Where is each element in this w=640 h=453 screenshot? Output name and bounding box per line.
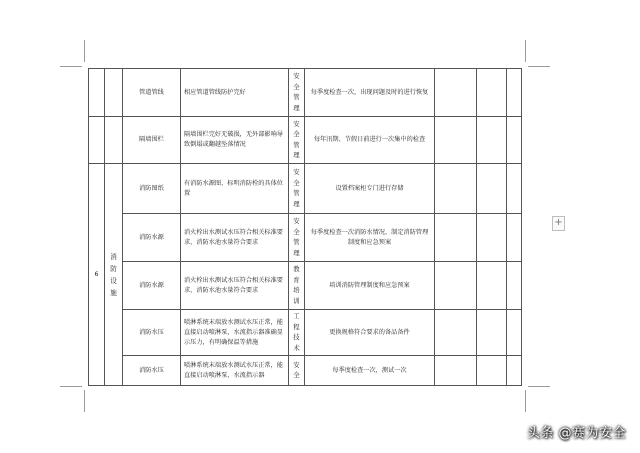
group-category-text: 消防设施 [110, 252, 117, 297]
method-cell: 培训消防管理制度和应急预案 [305, 262, 435, 310]
crop-mark-bottom-right-v [525, 390, 526, 412]
crop-mark-top-left-h [60, 66, 82, 67]
crop-mark-top-left-v [84, 40, 85, 62]
remark-cell [477, 69, 507, 117]
dept-text: 安全管理 [293, 168, 300, 208]
table-row [89, 69, 522, 117]
method-cell: 每季度检查一次，测试一次 [305, 356, 435, 386]
table-row [89, 310, 522, 356]
remark-cell [477, 214, 507, 262]
dept-cell [289, 214, 305, 262]
remark-cell [477, 262, 507, 310]
dept-text: 安全 [293, 360, 300, 380]
category-cell-prev [105, 69, 123, 117]
dept-text: 安全管理 [293, 72, 300, 112]
item-cell: 消防水源 [123, 214, 181, 262]
table-row [89, 262, 522, 310]
extra-cell [507, 356, 522, 386]
item-cell: 消防图纸 [123, 164, 181, 214]
remark-cell [477, 356, 507, 386]
result-cell [435, 164, 477, 214]
standard-cell: 消火栓出水测试水压符合相关标准要求，消防水池水量符合要求 [181, 262, 289, 310]
remark-cell [477, 164, 507, 214]
extra-cell [507, 164, 522, 214]
crop-mark-top-right-h [528, 66, 550, 67]
group-category-cell [105, 164, 123, 386]
standard-cell: 有消防水源图、标明消防栓的具体位置 [181, 164, 289, 214]
result-cell [435, 117, 477, 164]
number-cell-prev [89, 117, 105, 164]
result-cell [435, 310, 477, 356]
dept-text: 工程技术 [293, 312, 300, 352]
category-cell-prev [105, 117, 123, 164]
item-cell: 消防水压 [123, 356, 181, 386]
remark-cell [477, 117, 507, 164]
standard-cell: 隔墙围栏完好无破损，无外部影响导致倒塌或翻越坠落情况 [181, 117, 289, 164]
inspection-table [88, 68, 522, 386]
table-row [89, 164, 522, 214]
crop-mark-top-right-v [525, 40, 526, 62]
dept-text: 安全管理 [293, 119, 300, 160]
result-cell [435, 214, 477, 262]
dept-cell [289, 262, 305, 310]
table-row [89, 356, 522, 386]
dept-text: 教育培训 [293, 265, 300, 305]
method-cell: 设置档案柜专门进行存储 [305, 164, 435, 214]
dept-cell [289, 310, 305, 356]
table-row [89, 117, 522, 164]
standard-cell: 喷淋系统末端放水测试水压正常，能直接启动喷淋泵，水流指示器准确显示压力，有明确保温等措施 [181, 310, 289, 356]
method-cell: 更换规格符合要求的备品备件 [305, 310, 435, 356]
result-cell [435, 69, 477, 117]
result-cell [435, 262, 477, 310]
item-cell: 消防水源 [123, 262, 181, 310]
number-cell-prev [89, 69, 105, 117]
dept-cell [289, 117, 305, 164]
extra-cell [507, 117, 522, 164]
remark-cell [477, 310, 507, 356]
result-cell [435, 356, 477, 386]
method-cell: 每季度检查一次消防水情况，制定消防管理制度和应急预案 [305, 214, 435, 262]
extra-cell [507, 310, 522, 356]
extra-cell [507, 69, 522, 117]
crop-mark-bottom-left-h [60, 386, 82, 387]
extra-cell [507, 214, 522, 262]
extra-cell [507, 262, 522, 310]
item-cell: 管道管线 [123, 69, 181, 117]
watermark-text: 头条 @赛为安全 [526, 426, 626, 441]
dept-cell [289, 164, 305, 214]
dept-cell [289, 356, 305, 386]
standard-cell: 消火栓出水测试水压符合相关标准要求，消防水池水量符合要求 [181, 214, 289, 262]
dept-cell [289, 69, 305, 117]
item-cell: 消防水压 [123, 310, 181, 356]
method-cell: 每年汛期、节假日前进行一次集中的检查 [305, 117, 435, 164]
item-cell: 隔墙围栏 [123, 117, 181, 164]
expand-button[interactable]: + [552, 216, 565, 231]
table-row [89, 214, 522, 262]
method-cell: 每季度检查一次，出现问题及时的进行恢复 [305, 69, 435, 117]
crop-mark-bottom-left-v [84, 390, 85, 412]
standard-cell: 相应管道管线防护完好 [181, 69, 289, 117]
crop-mark-bottom-right-h [528, 386, 550, 387]
group-number-cell: 6 [89, 164, 105, 386]
dept-text: 安全管理 [293, 217, 300, 257]
standard-cell: 喷淋系统末端放水测试水压正常，能直接启动喷淋泵，水流指示器 [181, 356, 289, 386]
